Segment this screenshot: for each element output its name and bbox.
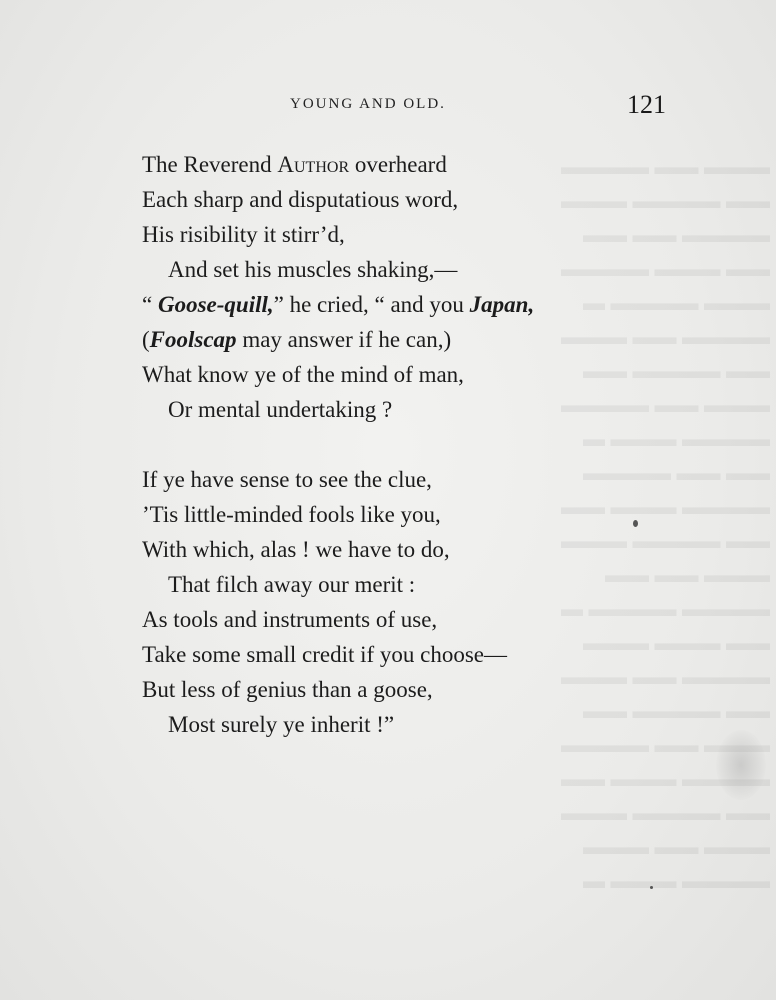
poem-line xyxy=(142,392,534,427)
poem-line xyxy=(142,147,534,182)
line-text: ’Tis little-minded fools like you, xyxy=(142,502,441,527)
poem-line xyxy=(142,707,534,742)
poem-line xyxy=(142,672,534,707)
poem-line xyxy=(142,357,534,392)
poem-line xyxy=(142,462,534,497)
poem-line xyxy=(142,287,534,322)
line-text: But less of genius than a goose, xyxy=(142,677,433,702)
line-text: His risibility it stirr’d, xyxy=(142,222,345,247)
line-text: Each sharp and disputatious word, xyxy=(142,187,459,212)
line-text: Japan, xyxy=(469,292,535,317)
poem-line xyxy=(142,182,534,217)
paper-stain xyxy=(716,730,766,800)
line-text: And set his muscles shaking,— xyxy=(168,257,458,282)
stanza xyxy=(142,147,534,427)
line-text: may answer if he can,) xyxy=(236,327,452,352)
line-text: With which, alas ! we have to do, xyxy=(142,537,450,562)
ink-speck xyxy=(633,520,638,527)
line-text: Foolscap xyxy=(149,327,237,352)
line-text: If ye have sense to see the clue, xyxy=(142,467,432,492)
running-header: YOUNG AND OLD. xyxy=(290,96,446,112)
show-through-texture: ▬▬▬ ▬▬ ▬▬▬▬ ▬▬ ▬▬▬▬ ▬▬▬ ▬▬▬▬ ▬▬ ▬▬ ▬▬ ▬▬▬ ▬▬▬▬ ▬▬▬ ▬▬▬▬ ▬ ▬▬▬▬ ▬▬ ▬▬▬ ▬▬ ▬▬▬▬ ▬▬ ▬▬▬ ▬▬ ▬▬▬▬ ▬▬▬▬ ▬▬▬ ▬ ▬▬ ▬▬ ▬▬▬▬ ▬▬▬▬ ▬▬▬ ▬▬ ▬▬ ▬▬▬▬ ▬▬▬ ▬▬▬ ▬▬ ▬▬ ▬▬▬▬ ▬▬▬▬ ▬ ▬▬ ▬▬▬ ▬▬▬ ▬▬▬▬ ▬▬ ▬▬▬ ▬▬ ▬▬▬▬ ▬▬ ▬▬▬ ▬▬ ▬▬▬▬ ▬▬▬▬ ▬▬▬ ▬▬ ▬▬ ▬▬▬▬ ▬▬▬ ▬▬▬ ▬▬ ▬▬▬ ▬▬▬▬ ▬▬▬ ▬ xyxy=(561,154,770,893)
poem-line xyxy=(142,322,534,357)
poem-line xyxy=(142,252,534,287)
line-text: The Reverend xyxy=(142,152,278,177)
poem-line xyxy=(142,497,534,532)
poem-line xyxy=(142,217,534,252)
page-number: 121 xyxy=(627,90,666,119)
poem-line xyxy=(142,637,534,672)
poem-line xyxy=(142,602,534,637)
line-text: ( xyxy=(142,327,150,352)
line-text: That filch away our merit : xyxy=(168,572,416,597)
line-text: overheard xyxy=(349,152,447,177)
line-text: Goose-quill, xyxy=(157,292,274,317)
line-text: Most surely ye inherit !” xyxy=(168,712,395,737)
poem-body xyxy=(142,147,534,742)
line-text: Author xyxy=(277,152,350,177)
line-text: What know ye of the mind of man, xyxy=(142,362,464,387)
line-text: ” he cried, “ and you xyxy=(273,292,470,317)
poem-line xyxy=(142,532,534,567)
stanza xyxy=(142,462,534,742)
line-text: “ xyxy=(142,292,158,317)
line-text: As tools and instruments of use, xyxy=(142,607,438,632)
line-text: Or mental undertaking ? xyxy=(168,397,393,422)
poem-line xyxy=(142,567,534,602)
line-text: Take some small credit if you choose— xyxy=(142,642,508,667)
ink-speck xyxy=(650,886,653,889)
